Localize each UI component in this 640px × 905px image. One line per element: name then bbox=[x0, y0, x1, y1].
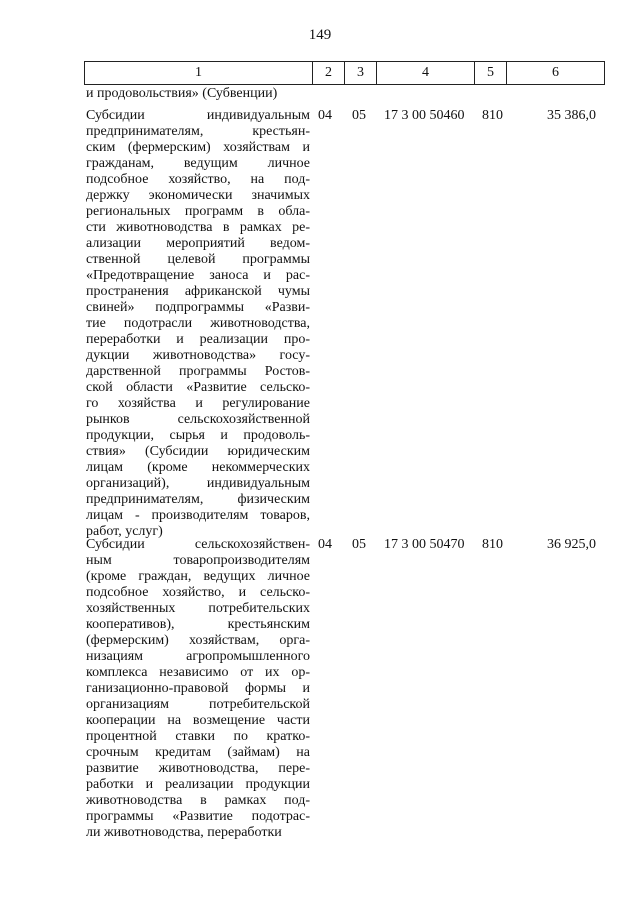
description-line: ствия» (Субсидии юридическим bbox=[86, 444, 310, 459]
description-line: держку экономически значимых bbox=[86, 188, 310, 203]
description-line: дарственной программы Ростов- bbox=[86, 364, 310, 379]
description-line: ализации мероприятий ведом- bbox=[86, 236, 310, 251]
header-col-3: 3 bbox=[345, 62, 377, 85]
row-description bbox=[86, 537, 310, 841]
row-col-6: 36 925,0 bbox=[547, 537, 596, 552]
row-col-5: 810 bbox=[482, 537, 503, 552]
header-col-1: 1 bbox=[85, 62, 313, 85]
description-line: Субсидии индивидуальным bbox=[86, 108, 310, 123]
continuation-text: и продовольствия» (Субвенции) bbox=[86, 86, 278, 101]
description-line: переработки и реализации про- bbox=[86, 332, 310, 347]
header-col-2: 2 bbox=[313, 62, 345, 85]
row-col-2: 04 bbox=[318, 537, 332, 552]
row-col-3: 05 bbox=[352, 537, 366, 552]
description-line: го хозяйства и регулирование bbox=[86, 396, 310, 411]
page-number: 149 bbox=[308, 27, 332, 43]
description-line: лицам (кроме некоммерческих bbox=[86, 460, 310, 475]
description-line: ской области «Развитие сельско- bbox=[86, 380, 310, 395]
header-col-6: 6 bbox=[507, 62, 605, 85]
description-line: ственной целевой программы bbox=[86, 252, 310, 267]
description-line: работки и реализации продукции bbox=[86, 777, 310, 792]
description-line: животноводства в рамках под- bbox=[86, 793, 310, 808]
description-line: свиней» подпрограммы «Разви- bbox=[86, 300, 310, 315]
description-line: ным товаропроизводителям bbox=[86, 553, 310, 568]
description-line: (фермерским) хозяйствам, орга- bbox=[86, 633, 310, 648]
description-line: продукции, сырья и продоволь- bbox=[86, 428, 310, 443]
description-line: «Предотвращение заноса и рас- bbox=[86, 268, 310, 283]
row-col-4: 17 3 00 50460 bbox=[384, 108, 465, 123]
description-line: Субсидии сельскохозяйствен- bbox=[86, 537, 310, 552]
row-col-4: 17 3 00 50470 bbox=[384, 537, 465, 552]
description-line: развитие животноводства, пере- bbox=[86, 761, 310, 776]
description-line: комплекса независимо от их ор- bbox=[86, 665, 310, 680]
description-line: хозяйственных потребительских bbox=[86, 601, 310, 616]
description-line: низациям агропромышленного bbox=[86, 649, 310, 664]
description-line: подсобное хозяйство, и сельско- bbox=[86, 585, 310, 600]
description-line: ским (фермерским) хозяйствам и bbox=[86, 140, 310, 155]
header-col-4: 4 bbox=[377, 62, 475, 85]
description-line: региональных программ в обла- bbox=[86, 204, 310, 219]
description-line: подсобное хозяйство, на под- bbox=[86, 172, 310, 187]
description-line: пространения африканской чумы bbox=[86, 284, 310, 299]
row-col-5: 810 bbox=[482, 108, 503, 123]
row-col-3: 05 bbox=[352, 108, 366, 123]
row-description bbox=[86, 108, 310, 540]
description-line: кооперативов), крестьянским bbox=[86, 617, 310, 632]
description-line: организаций), индивидуальным bbox=[86, 476, 310, 491]
description-line: (кроме граждан, ведущих личное bbox=[86, 569, 310, 584]
description-line: предпринимателям, физическим bbox=[86, 492, 310, 507]
description-line: лицам - производителям товаров, bbox=[86, 508, 310, 523]
description-line: дукции животноводства» госу- bbox=[86, 348, 310, 363]
description-line: кооперации на возмещение части bbox=[86, 713, 310, 728]
description-line: сти животноводства в рамках ре- bbox=[86, 220, 310, 235]
description-line: программы «Развитие подотрас- bbox=[86, 809, 310, 824]
row-col-2: 04 bbox=[318, 108, 332, 123]
table-header bbox=[84, 61, 605, 85]
description-line: рынков сельскохозяйственной bbox=[86, 412, 310, 427]
row-col-6: 35 386,0 bbox=[547, 108, 596, 123]
description-line: гражданам, ведущим личное bbox=[86, 156, 310, 171]
header-col-5: 5 bbox=[475, 62, 507, 85]
description-line: срочным кредитам (займам) на bbox=[86, 745, 310, 760]
description-line: ли животноводства, переработки bbox=[86, 825, 282, 840]
description-line: тие подотрасли животноводства, bbox=[86, 316, 310, 331]
description-line: работ, услуг) bbox=[86, 524, 163, 539]
description-line: ганизационно-правовой формы и bbox=[86, 681, 310, 696]
description-line: предпринимателям, крестьян- bbox=[86, 124, 310, 139]
description-line: организациям потребительской bbox=[86, 697, 310, 712]
description-line: процентной ставки по кратко- bbox=[86, 729, 310, 744]
